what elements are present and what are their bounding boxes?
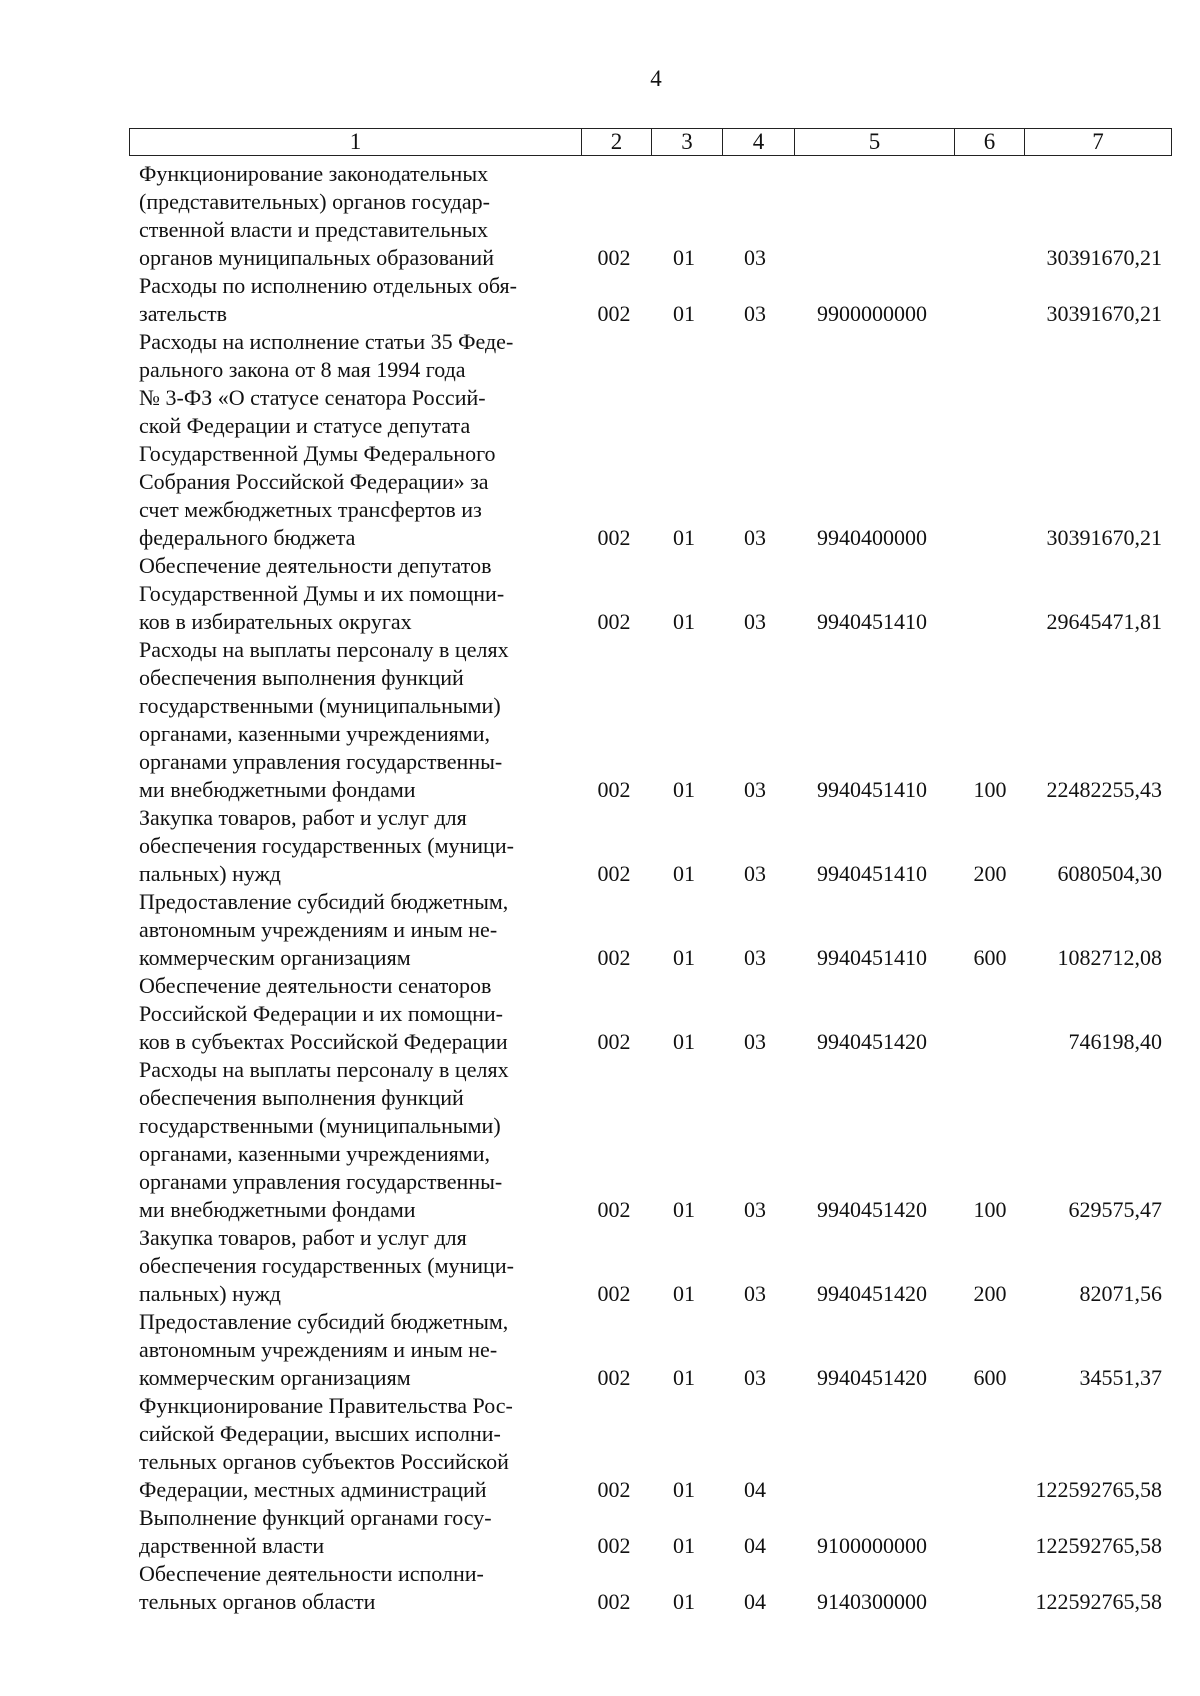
row-description bbox=[139, 1504, 563, 1560]
description-line: Обеспечение деятельности сенаторов bbox=[139, 973, 492, 998]
table-row bbox=[0, 160, 1200, 272]
description-line: Функционирование законодательных bbox=[139, 161, 489, 186]
cell-col-5: 9940451420 bbox=[817, 1281, 927, 1306]
cell-col-7: 122592765,58 bbox=[1035, 1533, 1162, 1558]
cell-col-5: 9940451410 bbox=[817, 861, 927, 886]
cell-col-3: 01 bbox=[673, 1477, 695, 1502]
cell-col-7: 82071,56 bbox=[1079, 1281, 1162, 1306]
cell-col-2: 002 bbox=[597, 1197, 631, 1222]
description-line: обеспечения выполнения функций bbox=[139, 1085, 464, 1110]
cell-col-7: 29645471,81 bbox=[1046, 609, 1162, 634]
description-line: автономным учреждениям и иным не- bbox=[139, 917, 498, 942]
cell-col-3: 01 bbox=[673, 945, 695, 970]
description-line: обеспечения выполнения функций bbox=[139, 665, 464, 690]
description-line: Предоставление субсидий бюджетным, bbox=[139, 889, 509, 914]
description-line: органами, казенными учреждениями, bbox=[139, 721, 490, 746]
cell-col-5: 9940451420 bbox=[817, 1029, 927, 1054]
cell-col-4: 03 bbox=[744, 525, 766, 550]
description-line: счет межбюджетных трансфертов из bbox=[139, 497, 482, 522]
row-description bbox=[139, 272, 563, 328]
description-line: Обеспечение деятельности депутатов bbox=[139, 553, 492, 578]
cell-col-7: 1082712,08 bbox=[1057, 945, 1162, 970]
table-row bbox=[0, 636, 1200, 804]
description-line: органами управления государственны- bbox=[139, 749, 503, 774]
cell-col-5: 9100000000 bbox=[817, 1533, 927, 1558]
cell-col-3: 01 bbox=[673, 1533, 695, 1558]
table-row bbox=[0, 1392, 1200, 1504]
table-header bbox=[129, 128, 1172, 156]
description-line: рального закона от 8 мая 1994 года bbox=[139, 357, 466, 382]
cell-col-2: 002 bbox=[597, 861, 631, 886]
description-line: тельных органов субъектов Российской bbox=[139, 1449, 509, 1474]
row-description bbox=[139, 804, 563, 888]
cell-col-5: 9940451410 bbox=[817, 777, 927, 802]
cell-col-5: 9940451410 bbox=[817, 609, 927, 634]
table-row bbox=[0, 1224, 1200, 1308]
cell-col-4: 04 bbox=[744, 1477, 766, 1502]
cell-col-6: 200 bbox=[973, 1281, 1007, 1306]
description-line: органов муниципальных образований bbox=[139, 245, 494, 270]
description-line: Закупка товаров, работ и услуг для bbox=[139, 805, 467, 830]
cell-col-3: 01 bbox=[673, 609, 695, 634]
cell-col-2: 002 bbox=[597, 1533, 631, 1558]
description-line: федерального бюджета bbox=[139, 525, 356, 550]
description-line: коммерческим организациям bbox=[139, 1365, 411, 1390]
cell-col-4: 03 bbox=[744, 245, 766, 270]
cell-col-3: 01 bbox=[673, 1365, 695, 1390]
cell-col-4: 03 bbox=[744, 1365, 766, 1390]
cell-col-6: 200 bbox=[973, 861, 1007, 886]
description-line: Функционирование Правительства Рос- bbox=[139, 1393, 513, 1418]
cell-col-2: 002 bbox=[597, 1477, 631, 1502]
cell-col-7: 22482255,43 bbox=[1046, 777, 1162, 802]
header-col-6: 6 bbox=[955, 129, 1025, 156]
description-line: Расходы на выплаты персоналу в целях bbox=[139, 637, 509, 662]
cell-col-7: 746198,40 bbox=[1068, 1029, 1162, 1054]
cell-col-2: 002 bbox=[597, 1589, 631, 1614]
cell-col-3: 01 bbox=[673, 861, 695, 886]
cell-col-3: 01 bbox=[673, 301, 695, 326]
description-line: Собрания Российской Федерации» за bbox=[139, 469, 489, 494]
description-line: Государственной Думы Федерального bbox=[139, 441, 496, 466]
description-line: обеспечения государственных (муници- bbox=[139, 1253, 514, 1278]
description-line: № 3-ФЗ «О статусе сенатора Россий- bbox=[139, 385, 486, 410]
cell-col-2: 002 bbox=[597, 301, 631, 326]
description-line: Расходы на выплаты персоналу в целях bbox=[139, 1057, 509, 1082]
description-line: Государственной Думы и их помощни- bbox=[139, 581, 505, 606]
cell-col-2: 002 bbox=[597, 1029, 631, 1054]
description-line: дарственной власти bbox=[139, 1533, 325, 1558]
table-row bbox=[0, 272, 1200, 328]
description-line: сийской Федерации, высших исполни- bbox=[139, 1421, 501, 1446]
cell-col-4: 03 bbox=[744, 1197, 766, 1222]
description-line: Выполнение функций органами госу- bbox=[139, 1505, 492, 1530]
cell-col-4: 04 bbox=[744, 1533, 766, 1558]
cell-col-5: 9940400000 bbox=[817, 525, 927, 550]
cell-col-3: 01 bbox=[673, 1197, 695, 1222]
description-line: Закупка товаров, работ и услуг для bbox=[139, 1225, 467, 1250]
description-line: обеспечения государственных (муници- bbox=[139, 833, 514, 858]
cell-col-5: 9940451410 bbox=[817, 945, 927, 970]
cell-col-4: 03 bbox=[744, 609, 766, 634]
description-line: Предоставление субсидий бюджетным, bbox=[139, 1309, 509, 1334]
cell-col-4: 04 bbox=[744, 1589, 766, 1614]
header-col-5: 5 bbox=[795, 129, 955, 156]
description-line: ков в избирательных округах bbox=[139, 609, 412, 634]
row-description bbox=[139, 1308, 563, 1392]
description-line: государственными (муниципальными) bbox=[139, 1113, 501, 1138]
cell-col-6: 100 bbox=[973, 1197, 1007, 1222]
cell-col-5: 9140300000 bbox=[817, 1589, 927, 1614]
cell-col-4: 03 bbox=[744, 1281, 766, 1306]
description-line: Расходы по исполнению отдельных обя- bbox=[139, 273, 517, 298]
cell-col-3: 01 bbox=[673, 777, 695, 802]
description-line: ков в субъектах Российской Федерации bbox=[139, 1029, 508, 1054]
description-line: Российской Федерации и их помощни- bbox=[139, 1001, 503, 1026]
row-description bbox=[139, 160, 563, 272]
table-row bbox=[0, 888, 1200, 972]
row-description bbox=[139, 888, 563, 972]
table-row bbox=[0, 1560, 1200, 1616]
cell-col-3: 01 bbox=[673, 1281, 695, 1306]
cell-col-4: 03 bbox=[744, 861, 766, 886]
description-line: ской Федерации и статусе депутата bbox=[139, 413, 471, 438]
header-col-4: 4 bbox=[723, 129, 795, 156]
cell-col-7: 122592765,58 bbox=[1035, 1589, 1162, 1614]
description-line: пальных) нужд bbox=[139, 861, 282, 886]
cell-col-7: 629575,47 bbox=[1068, 1197, 1162, 1222]
header-col-2: 2 bbox=[582, 129, 652, 156]
page-number: 4 bbox=[650, 66, 662, 91]
cell-col-2: 002 bbox=[597, 777, 631, 802]
row-description bbox=[139, 636, 563, 804]
cell-col-6: 600 bbox=[973, 1365, 1007, 1390]
cell-col-7: 30391670,21 bbox=[1046, 245, 1162, 270]
cell-col-7: 122592765,58 bbox=[1035, 1477, 1162, 1502]
description-line: пальных) нужд bbox=[139, 1281, 282, 1306]
cell-col-2: 002 bbox=[597, 1281, 631, 1306]
table-row bbox=[0, 1504, 1200, 1560]
cell-col-2: 002 bbox=[597, 945, 631, 970]
table-row bbox=[0, 1056, 1200, 1224]
header-col-3: 3 bbox=[652, 129, 723, 156]
cell-col-5: 9940451420 bbox=[817, 1365, 927, 1390]
cell-col-3: 01 bbox=[673, 525, 695, 550]
cell-col-7: 30391670,21 bbox=[1046, 525, 1162, 550]
table-row bbox=[0, 972, 1200, 1056]
row-description bbox=[139, 1392, 563, 1504]
cell-col-4: 03 bbox=[744, 777, 766, 802]
description-line: зательств bbox=[139, 301, 228, 326]
row-description bbox=[139, 1056, 563, 1224]
row-description bbox=[139, 1224, 563, 1308]
cell-col-7: 6080504,30 bbox=[1057, 861, 1162, 886]
cell-col-6: 100 bbox=[973, 777, 1007, 802]
cell-col-2: 002 bbox=[597, 1365, 631, 1390]
cell-col-5: 9900000000 bbox=[817, 301, 927, 326]
description-line: (представительных) органов государ- bbox=[139, 189, 490, 214]
header-col-7: 7 bbox=[1025, 129, 1172, 156]
description-line: автономным учреждениям и иным не- bbox=[139, 1337, 498, 1362]
table-row bbox=[0, 552, 1200, 636]
cell-col-3: 01 bbox=[673, 245, 695, 270]
description-line: Расходы на исполнение статьи 35 Феде- bbox=[139, 329, 514, 354]
description-line: государственными (муниципальными) bbox=[139, 693, 501, 718]
table-row bbox=[0, 1308, 1200, 1392]
description-line: Федерации, местных администраций bbox=[139, 1477, 487, 1502]
row-description bbox=[139, 552, 563, 636]
cell-col-7: 34551,37 bbox=[1079, 1365, 1162, 1390]
cell-col-6: 600 bbox=[973, 945, 1007, 970]
description-line: органами, казенными учреждениями, bbox=[139, 1141, 490, 1166]
description-line: тельных органов области bbox=[139, 1589, 376, 1614]
description-line: ми внебюджетными фондами bbox=[139, 777, 416, 802]
table-row bbox=[0, 804, 1200, 888]
description-line: ственной власти и представительных bbox=[139, 217, 488, 242]
cell-col-4: 03 bbox=[744, 301, 766, 326]
header-col-1: 1 bbox=[130, 129, 582, 156]
cell-col-2: 002 bbox=[597, 245, 631, 270]
description-line: коммерческим организациям bbox=[139, 945, 411, 970]
cell-col-3: 01 bbox=[673, 1589, 695, 1614]
row-description bbox=[139, 972, 563, 1056]
cell-col-4: 03 bbox=[744, 1029, 766, 1054]
description-line: ми внебюджетными фондами bbox=[139, 1197, 416, 1222]
cell-col-3: 01 bbox=[673, 1029, 695, 1054]
cell-col-2: 002 bbox=[597, 609, 631, 634]
table-row bbox=[0, 328, 1200, 552]
row-description bbox=[139, 328, 563, 552]
cell-col-2: 002 bbox=[597, 525, 631, 550]
cell-col-4: 03 bbox=[744, 945, 766, 970]
cell-col-5: 9940451420 bbox=[817, 1197, 927, 1222]
row-description bbox=[139, 1560, 563, 1616]
cell-col-7: 30391670,21 bbox=[1046, 301, 1162, 326]
description-line: органами управления государственны- bbox=[139, 1169, 503, 1194]
table-body bbox=[0, 160, 1200, 1616]
description-line: Обеспечение деятельности исполни- bbox=[139, 1561, 484, 1586]
